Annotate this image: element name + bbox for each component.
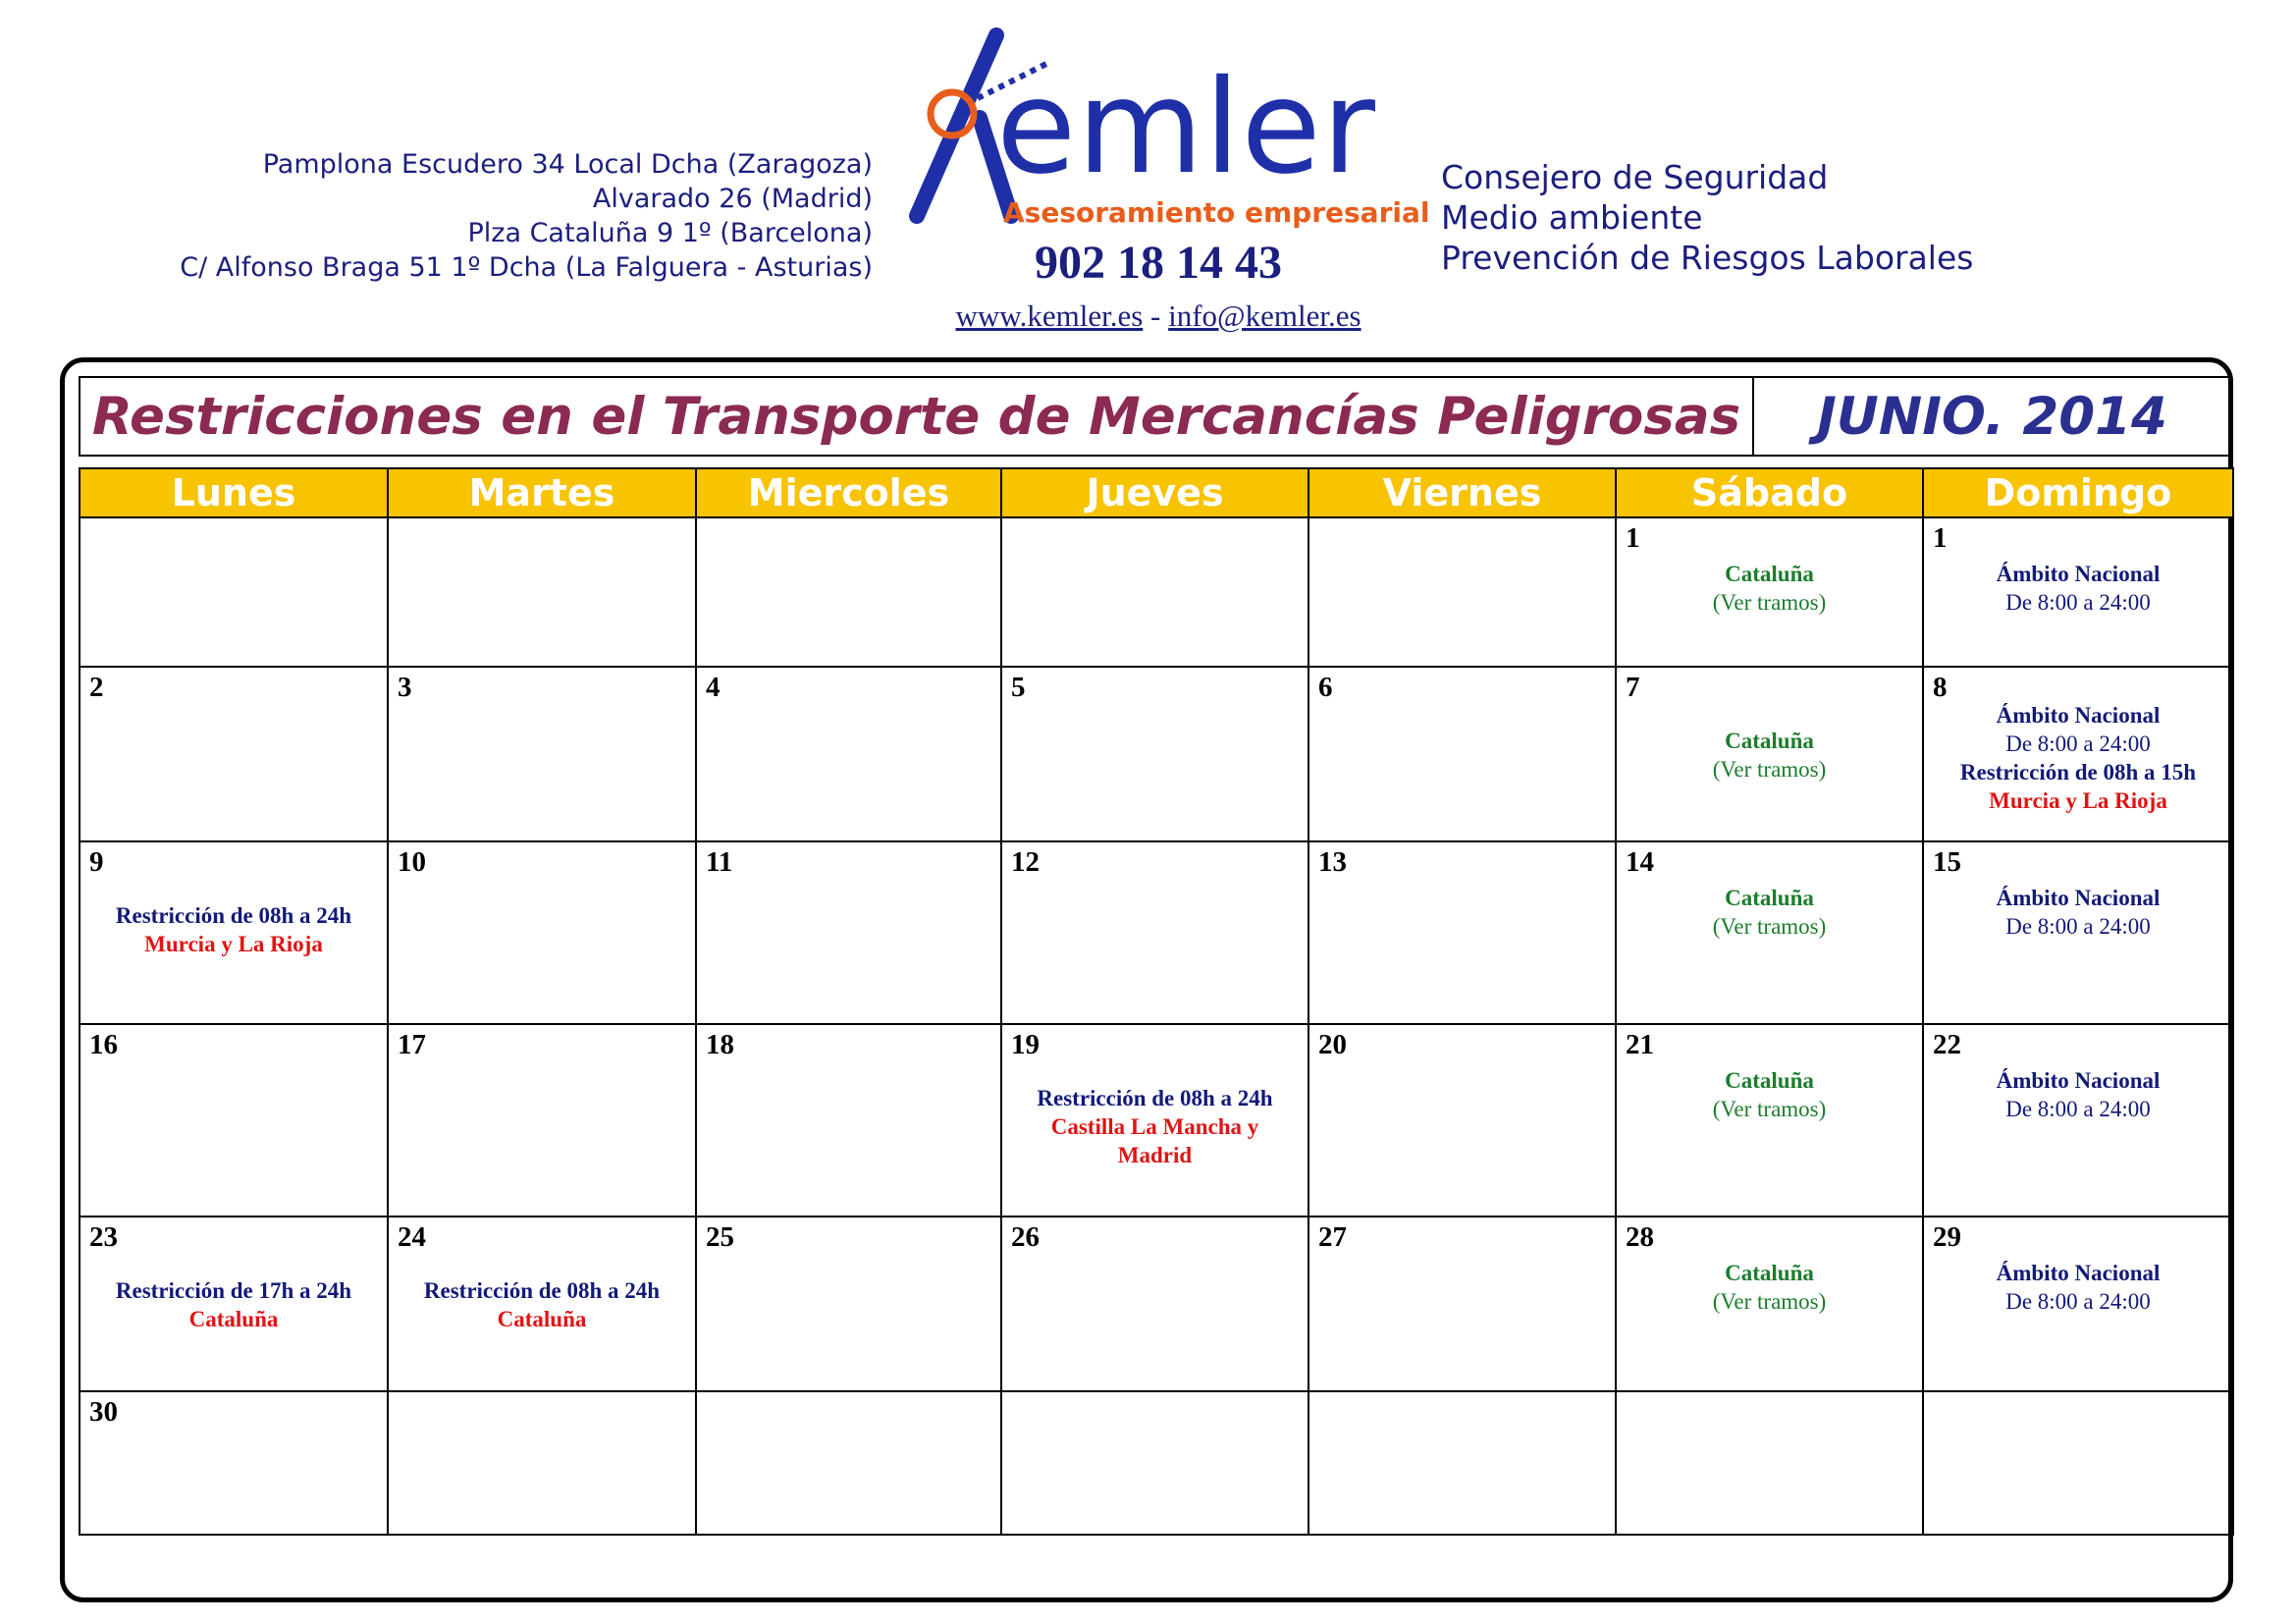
national-restriction — [1924, 701, 2232, 758]
day-number: 1 — [1626, 522, 1640, 554]
day-cell — [696, 841, 1001, 1024]
day-number: 22 — [1933, 1029, 1961, 1060]
scope-label: Ámbito Nacional — [1996, 1068, 2161, 1093]
day-number: 26 — [1011, 1221, 1040, 1253]
day-cell — [1308, 517, 1616, 667]
logo-tagline: Asesoramiento empresarial — [1003, 196, 1430, 229]
day-restrictions — [1617, 560, 1922, 617]
day-cell — [1001, 1024, 1308, 1217]
month-label: JUNIO. 2014 — [1817, 386, 2167, 447]
address-madrid: Alvarado 26 (Madrid) — [592, 184, 873, 214]
phone-number: 902 18 14 43 — [1035, 237, 1282, 289]
day-cell — [1001, 517, 1308, 667]
day-cell — [1923, 1217, 2233, 1391]
day-number: 3 — [398, 672, 412, 703]
regional-restriction-cataluna — [1617, 1259, 1922, 1316]
day-cell — [388, 517, 696, 667]
day-number: 7 — [1626, 672, 1640, 703]
day-cell — [1616, 1024, 1923, 1217]
weekday-header: Viernes — [1308, 468, 1616, 517]
day-cell — [1923, 517, 2233, 667]
day-number — [1318, 1396, 1615, 1428]
weekday-header: Miercoles — [696, 468, 1001, 517]
regional-restriction-cataluna — [1617, 560, 1922, 617]
email-link[interactable]: info@kemler.es — [1168, 298, 1362, 333]
day-restrictions — [1617, 1066, 1922, 1123]
day-restrictions — [80, 901, 387, 958]
day-cell — [696, 667, 1001, 841]
website-link[interactable]: www.kemler.es — [955, 298, 1144, 333]
region-name: Cataluña — [1725, 886, 1814, 910]
weekday-header: Martes — [388, 468, 696, 517]
day-cell — [1001, 1217, 1308, 1391]
see-sections-note: (Ver tramos) — [1712, 1097, 1827, 1121]
national-restriction — [1924, 884, 2232, 941]
time-range: De 8:00 a 24:00 — [2005, 914, 2151, 939]
day-number — [706, 1396, 1000, 1428]
day-restrictions — [1924, 1259, 2232, 1316]
day-number: 20 — [1318, 1029, 1347, 1060]
day-number — [1318, 522, 1615, 554]
region-name: Cataluña — [1725, 1261, 1814, 1285]
day-number: 13 — [1318, 846, 1347, 878]
day-cell — [80, 841, 388, 1024]
day-restrictions — [1617, 1259, 1922, 1316]
day-cell — [388, 841, 696, 1024]
day-cell — [1616, 667, 1923, 841]
logo-wordmark: emler — [996, 52, 1376, 203]
weekday-header: Sábado — [1616, 468, 1923, 517]
day-cell — [80, 1217, 388, 1391]
day-cell — [80, 517, 388, 667]
day-cell — [696, 517, 1001, 667]
address-zaragoza: Pamplona Escudero 34 Local Dcha (Zaragoza) — [262, 149, 873, 180]
title-bar — [79, 376, 2232, 457]
day-cell — [696, 1217, 1001, 1391]
service-item: Prevención de Riesgos Laborales — [1441, 239, 1974, 277]
day-number: 19 — [1011, 1029, 1040, 1060]
day-number: 5 — [1011, 672, 1026, 703]
time-range: De 8:00 a 24:00 — [2005, 590, 2151, 615]
day-cell — [696, 1391, 1001, 1535]
time-range: De 8:00 a 24:00 — [2005, 731, 2151, 756]
day-cell — [1308, 841, 1616, 1024]
address-barcelona: Plza Cataluña 9 1º (Barcelona) — [467, 218, 873, 248]
day-cell — [1923, 841, 2233, 1024]
day-number: 1 — [1933, 522, 1948, 554]
day-number: 25 — [706, 1221, 734, 1253]
calendar-week-row — [80, 1217, 2233, 1391]
restriction-regions: Cataluña — [188, 1307, 279, 1331]
national-restriction — [1924, 560, 2232, 617]
day-cell — [1308, 1217, 1616, 1391]
day-number: 4 — [706, 672, 721, 703]
scope-label: Ámbito Nacional — [1996, 562, 2161, 586]
day-number: 8 — [1933, 672, 1948, 703]
day-number: 16 — [89, 1029, 118, 1060]
day-cell — [1308, 1391, 1616, 1535]
day-number: 21 — [1626, 1029, 1654, 1060]
calendar-grid — [79, 467, 2234, 1536]
day-restrictions — [80, 1276, 387, 1333]
service-item: Medio ambiente — [1441, 198, 1703, 237]
see-sections-note: (Ver tramos) — [1712, 1289, 1827, 1314]
day-cell — [388, 1024, 696, 1217]
day-number: 11 — [706, 846, 733, 878]
day-restrictions — [1924, 560, 2232, 617]
day-cell — [1001, 1391, 1308, 1535]
day-cell — [388, 1391, 696, 1535]
calendar-week-row — [80, 517, 2233, 667]
day-number — [1626, 1396, 1922, 1428]
day-cell — [1616, 1391, 1923, 1535]
day-cell — [1616, 841, 1923, 1024]
scope-label: Ámbito Nacional — [1996, 1261, 2161, 1285]
day-restrictions — [1002, 1084, 1308, 1169]
service-item: Consejero de Seguridad — [1441, 158, 1829, 196]
day-cell — [1923, 1024, 2233, 1217]
day-number: 24 — [398, 1221, 426, 1253]
day-number — [1011, 1396, 1308, 1428]
region-name: Cataluña — [1725, 1068, 1814, 1093]
weekday-header: Jueves — [1001, 468, 1308, 517]
scope-label: Ámbito Nacional — [1996, 703, 2161, 728]
calendar-week-row — [80, 1391, 2233, 1535]
day-number: 27 — [1318, 1221, 1347, 1253]
day-number: 12 — [1011, 846, 1040, 878]
day-restrictions — [1924, 701, 2232, 815]
national-restriction — [1924, 1259, 2232, 1316]
day-number: 10 — [398, 846, 426, 878]
day-cell — [1923, 1391, 2233, 1535]
day-number: 18 — [706, 1029, 734, 1060]
day-cell — [1001, 841, 1308, 1024]
day-cell — [388, 667, 696, 841]
page-title: Restricciones en el Transporte de Mercancías Peligrosas — [80, 378, 1754, 455]
calendar-week-row — [80, 1024, 2233, 1217]
day-number — [706, 522, 1000, 554]
day-restrictions — [1617, 884, 1922, 941]
time-range: De 8:00 a 24:00 — [2005, 1097, 2151, 1121]
day-cell — [80, 667, 388, 841]
day-number — [1011, 522, 1308, 554]
day-restrictions — [1617, 727, 1922, 784]
restriction-regions: Murcia y La Rioja — [1989, 788, 2167, 813]
restriction-time: Restricción de 08h a 15h — [1959, 760, 2197, 784]
weekday-header-row — [80, 468, 2233, 517]
day-number: 17 — [398, 1029, 426, 1060]
see-sections-note: (Ver tramos) — [1712, 757, 1827, 782]
services-list — [1441, 157, 1973, 278]
weekday-header: Domingo — [1923, 468, 2233, 517]
link-separator: - — [1150, 298, 1161, 333]
office-addresses — [180, 147, 873, 285]
time-range: De 8:00 a 24:00 — [2005, 1289, 2151, 1314]
day-number: 23 — [89, 1221, 118, 1253]
contact-links — [883, 298, 1433, 334]
address-asturias: C/ Alfonso Braga 51 1º Dcha (La Falguera - Asturias) — [180, 252, 873, 283]
day-cell — [1923, 667, 2233, 841]
calendar-week-row — [80, 841, 2233, 1024]
day-number — [398, 522, 695, 554]
day-number: 28 — [1626, 1221, 1654, 1253]
day-restrictions — [389, 1276, 695, 1333]
restriction-regions: Cataluña — [497, 1307, 587, 1331]
scope-label: Ámbito Nacional — [1996, 886, 2161, 910]
day-cell — [1001, 667, 1308, 841]
restriction-time: Restricción de 17h a 24h — [115, 1278, 352, 1303]
day-cell — [1616, 1217, 1923, 1391]
restriction-regions: Castilla La Mancha y Madrid — [1050, 1114, 1259, 1167]
region-name: Cataluña — [1725, 562, 1814, 586]
day-restrictions — [1924, 884, 2232, 941]
calendar-week-row — [80, 667, 2233, 841]
weekday-header: Lunes — [80, 468, 388, 517]
day-number: 2 — [89, 672, 104, 703]
national-restriction — [1924, 1066, 2232, 1123]
day-number: 29 — [1933, 1221, 1961, 1253]
day-number: 14 — [1626, 846, 1654, 878]
regional-restriction-cataluna — [1617, 884, 1922, 941]
restriction-time: Restricción de 08h a 24h — [423, 1278, 661, 1303]
day-cell — [80, 1024, 388, 1217]
day-restrictions — [1924, 1066, 2232, 1123]
day-number: 15 — [1933, 846, 1961, 878]
day-number — [1933, 1396, 2232, 1428]
day-number — [398, 1396, 695, 1428]
day-number: 30 — [89, 1396, 118, 1428]
day-cell — [1308, 1024, 1616, 1217]
region-name: Cataluña — [1725, 729, 1814, 753]
restriction-time: Restricción de 08h a 24h — [1037, 1086, 1273, 1110]
regional-restriction-cataluna — [1617, 727, 1922, 784]
day-number — [89, 522, 387, 554]
day-number: 6 — [1318, 672, 1333, 703]
day-cell — [80, 1391, 388, 1535]
day-number: 9 — [89, 846, 104, 878]
restriction-time: Restricción de 08h a 24h — [115, 903, 352, 928]
calendar-body — [80, 517, 2233, 1535]
day-cell — [696, 1024, 1001, 1217]
day-cell — [1616, 517, 1923, 667]
regional-restriction-cataluna — [1617, 1066, 1922, 1123]
day-cell — [1308, 667, 1616, 841]
restriction-regions: Murcia y La Rioja — [144, 932, 323, 956]
day-cell — [388, 1217, 696, 1391]
see-sections-note: (Ver tramos) — [1712, 590, 1827, 615]
see-sections-note: (Ver tramos) — [1712, 914, 1827, 939]
